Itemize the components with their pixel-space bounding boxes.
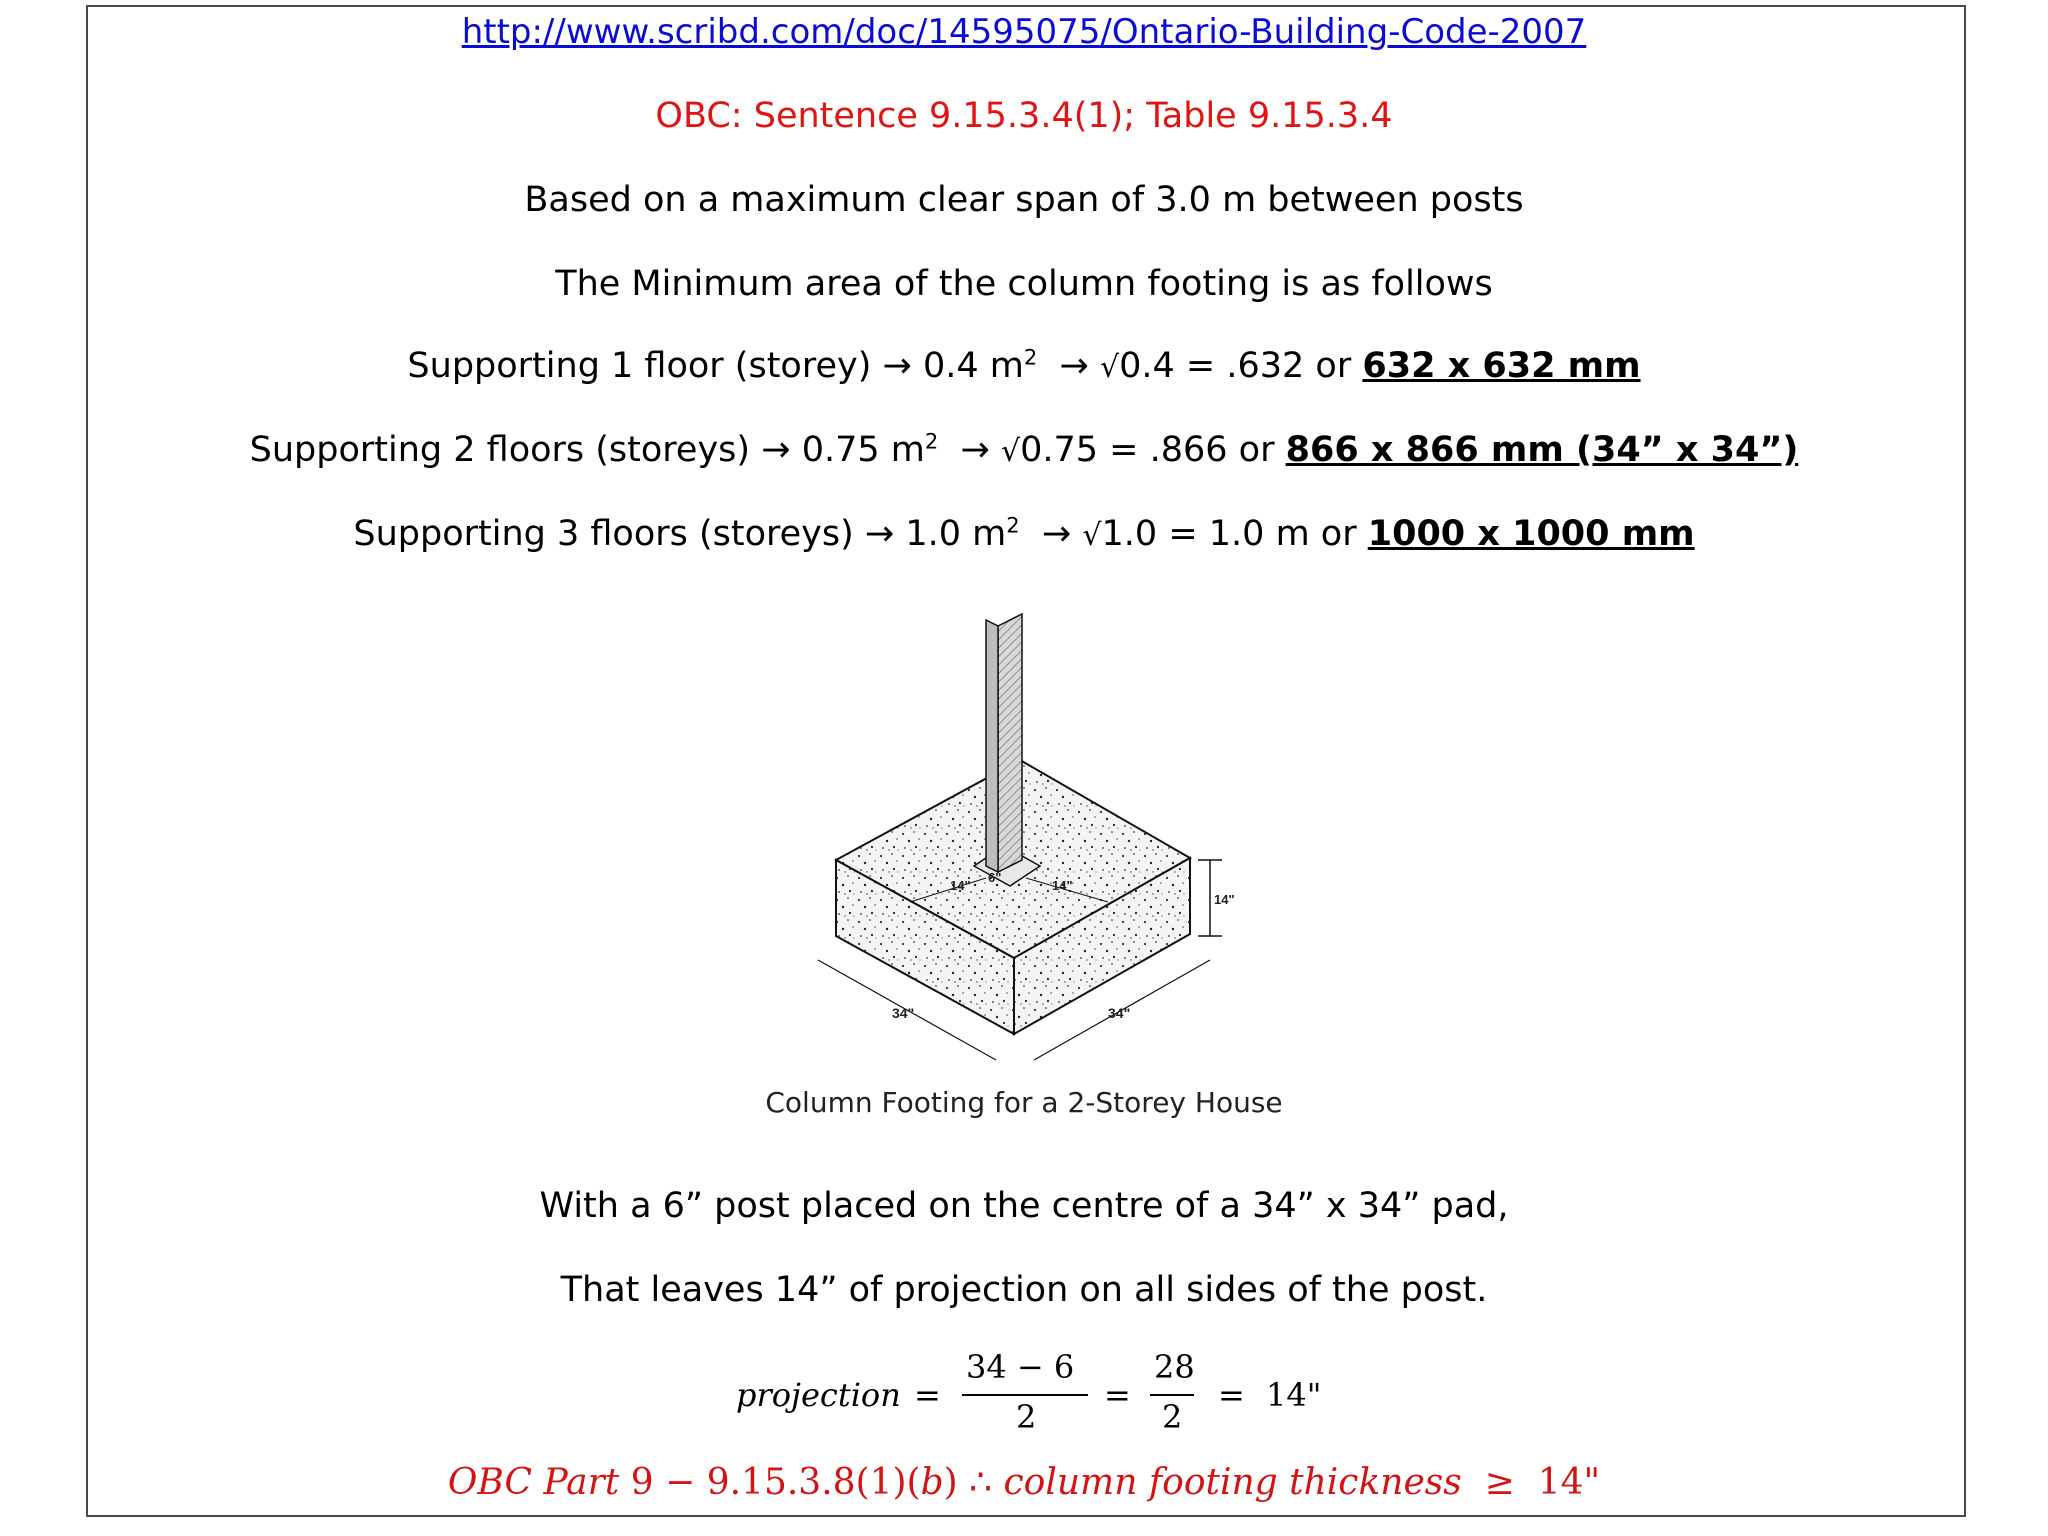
arrow-icon: → <box>1059 346 1089 386</box>
projection-equation <box>0 1340 2048 1450</box>
column-footing-diagram <box>790 610 1270 1080</box>
fraction-bar <box>1150 1394 1194 1396</box>
footing-row-3 <box>0 514 2048 554</box>
code-reference: OBC: Sentence 9.15.3.4(1); Table 9.15.3.4 <box>655 96 1393 136</box>
row-area: 0.75 m <box>801 430 925 470</box>
row-dims: 1000 x 1000 mm <box>1367 514 1695 554</box>
dim-width-right: 34" <box>1108 1005 1131 1021</box>
row-label: Supporting 2 floors (storeys) <box>249 430 751 470</box>
row-sqrt-arg: 0.4 <box>1119 346 1175 386</box>
arrow-icon: → <box>960 430 990 470</box>
row-area: 1.0 m <box>905 514 1007 554</box>
conclusion-prefix: OBC Part <box>447 1462 620 1503</box>
square-root-icon: √ <box>1000 434 1021 469</box>
steel-post-side <box>986 620 998 872</box>
row-sqrt-arg: 0.75 <box>1020 430 1099 470</box>
dim-projection-left: 14" <box>950 878 971 893</box>
explain-line-1: With a 6” post placed on the centre of a 34” x 34” pad, <box>539 1186 1509 1226</box>
arrow-icon: → <box>882 346 912 386</box>
arrow-icon: → <box>761 430 791 470</box>
conclusion-b: b <box>920 1462 944 1503</box>
dim-width-left: 34" <box>892 1005 915 1021</box>
conclusion-line <box>0 1462 2048 1503</box>
dim-post: 6" <box>988 870 1002 885</box>
row-sqrt-arg: 1.0 <box>1101 514 1158 554</box>
therefore-icon: ∴ <box>969 1462 993 1503</box>
dim-projection-right: 14" <box>1052 878 1073 893</box>
square-root-icon: √ <box>1082 518 1102 553</box>
conclusion-value: 14" <box>1537 1462 1601 1503</box>
dim-thickness: 14" <box>1214 892 1235 907</box>
eq-denominator-2: 2 <box>1162 1398 1183 1436</box>
row-dims: 866 x 866 mm (34” x 34”) <box>1285 430 1799 470</box>
eq-sign: = <box>914 1376 941 1414</box>
row-result: = .632 or <box>1185 346 1352 386</box>
eq-lhs: projection <box>736 1376 901 1414</box>
greater-equal-icon: ≥ <box>1484 1462 1515 1503</box>
figure-caption: Column Footing for a 2-Storey House <box>765 1086 1283 1119</box>
row-dims: 632 x 632 mm <box>1362 346 1641 386</box>
row-label: Supporting 1 floor (storey) <box>407 346 872 386</box>
eq-sign: = <box>1104 1376 1131 1414</box>
row-label: Supporting 3 floors (storeys) <box>353 514 854 554</box>
eq-denominator-1: 2 <box>1016 1398 1037 1436</box>
source-link[interactable]: http://www.scribd.com/doc/14595075/Ontario-Building-Code-2007 <box>461 12 1587 52</box>
eq-result: 14" <box>1266 1376 1322 1414</box>
intro-line-1: Based on a maximum clear span of 3.0 m between posts <box>524 180 1524 220</box>
eq-numerator-2: 28 <box>1154 1348 1195 1386</box>
eq-sign: = <box>1218 1376 1245 1414</box>
arrow-icon: → <box>864 514 895 554</box>
row-result: = 1.0 m or <box>1168 514 1357 554</box>
conclusion-text: column footing thickness <box>1003 1462 1462 1503</box>
conclusion-part: 9 − 9.15.3.8(1)( <box>630 1462 921 1503</box>
footing-row-2 <box>0 430 2048 470</box>
conclusion-close: ) <box>943 1462 958 1503</box>
steel-post <box>998 614 1022 872</box>
square-root-icon: √ <box>1099 350 1120 385</box>
row-area: 0.4 m <box>922 346 1024 386</box>
explain-line-2: That leaves 14” of projection on all sides of the post. <box>560 1270 1488 1310</box>
row-result: = .866 or <box>1109 430 1275 470</box>
superscript: 2 <box>924 429 939 454</box>
footing-row-1 <box>0 346 2048 386</box>
superscript: 2 <box>1006 513 1020 538</box>
intro-line-2: The Minimum area of the column footing is as follows <box>555 264 1493 304</box>
arrow-icon: → <box>1041 514 1072 554</box>
fraction-bar <box>962 1394 1088 1396</box>
superscript: 2 <box>1023 345 1038 370</box>
eq-numerator-1: 34 − 6 <box>966 1348 1075 1386</box>
